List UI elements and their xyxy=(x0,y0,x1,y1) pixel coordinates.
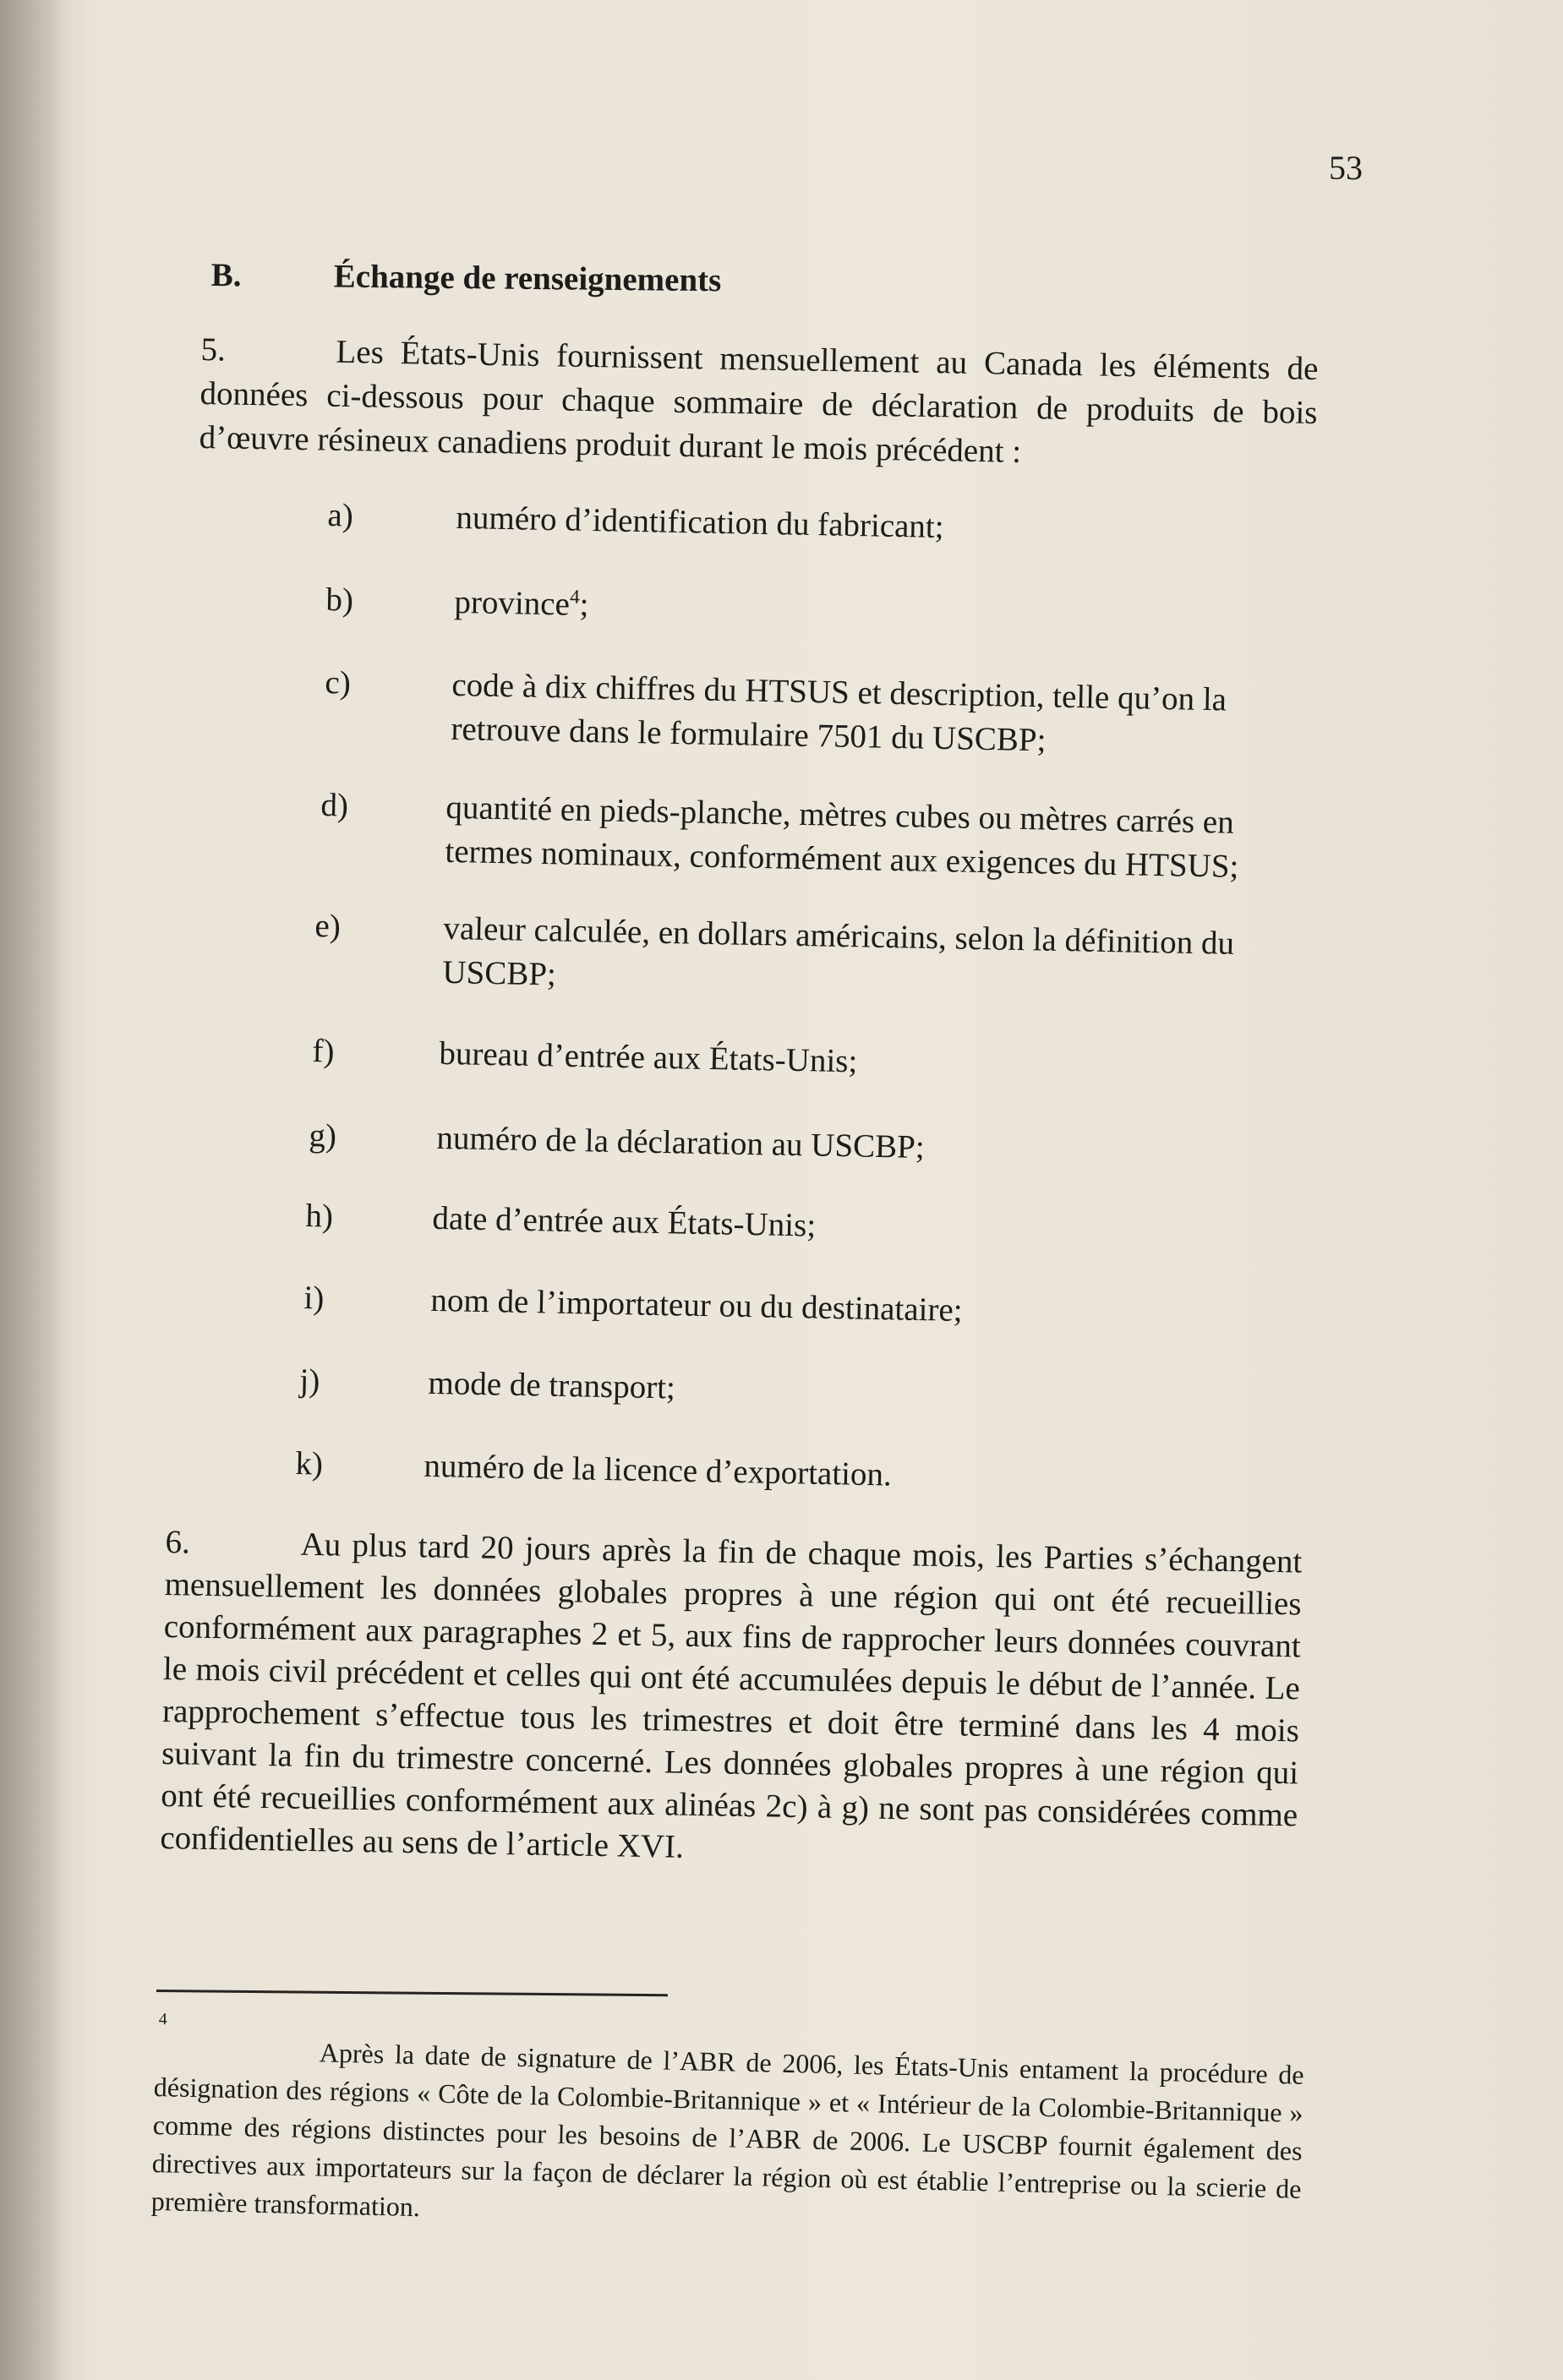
list-item-text: numéro de la licence d’exportation. xyxy=(424,1447,893,1493)
list-item-text: nom de l’importateur ou du destinataire; xyxy=(430,1281,964,1329)
list-item-label: a) xyxy=(327,496,354,534)
paragraph-number: 6. xyxy=(165,1523,191,1561)
list-item-label: k) xyxy=(295,1444,324,1482)
footnote xyxy=(150,2008,1304,2246)
paragraph-6 xyxy=(160,1521,1303,1879)
paragraph-text: Les États-Unis fournissent mensuellement au Canada les éléments de données ci-dessous pour chaque sommaire de déclaration de produits de bois d’œuvre résineux canadiens produit durant le mois précédent : xyxy=(199,333,1319,470)
list-item-label: b) xyxy=(325,581,354,619)
list-item-text: code à dix chiffres du HTSUS et description, telle qu’on la retrouve dans le formulaire 7501 du USCBP; xyxy=(451,666,1227,759)
section-heading xyxy=(211,256,722,299)
list-item-text: bureau d’entrée aux États-Unis; xyxy=(439,1034,858,1080)
list-item-text: numéro de la déclaration au USCBP; xyxy=(436,1119,926,1165)
list-item-text: date d’entrée aux États-Unis; xyxy=(432,1199,817,1244)
list-item-suffix: ; xyxy=(579,586,589,623)
list-item-text: province xyxy=(454,583,571,623)
book-gutter-shadow xyxy=(0,0,66,2380)
list-item-text: valeur calculée, en dollars américains, selon la définition du USCBP; xyxy=(442,909,1235,993)
list-item-label: h) xyxy=(305,1197,334,1235)
footnote-reference: 4 xyxy=(569,586,581,609)
list-item-label: c) xyxy=(325,663,352,701)
section-letter: B. xyxy=(210,256,242,294)
footnote-mark: 4 xyxy=(158,2010,167,2029)
footnote-separator xyxy=(156,1990,668,1996)
list-item-label: i) xyxy=(303,1279,325,1317)
paragraph-number: 5. xyxy=(200,330,227,368)
paragraph-text: Au plus tard 20 jours après la fin de chaque mois, les Parties s’échangent mensuellement les données globales propres à une région qui ont été recueillies conformément aux paragraphes 2 et 5, aux fins de rapprocher leurs données couvrant le mois civil précédent et celles qui ont été accumulées depuis le début de l’année. Le rapprochement s’effectue tous les trimestres et doit être terminé dans les 4 mois suivant la fin du trimestre concerné. Les données globales propres à une région qui ont été recueillies conformément aux alinéas 2c) à g) ne sont pas considérées comme confidentielles au sens de l’article XVI. xyxy=(160,1526,1303,1865)
list-item-label: g) xyxy=(309,1116,337,1155)
list-item-label: f) xyxy=(312,1032,335,1070)
list-item-text: quantité en pieds-planche, mètres cubes ou mètres carrés en termes nominaux, conformément aux exigences du HTSUS; xyxy=(445,789,1239,885)
paragraph-5 xyxy=(199,328,1319,479)
list-item-label: e) xyxy=(314,907,342,945)
list-item-label: j) xyxy=(299,1362,320,1400)
list-item-text: mode de transport; xyxy=(428,1364,676,1406)
footnote-text: Après la date de signature de l’ABR de 2006, les États-Unis entament la procédure de désignation des régions « Côte de la Colombie-Britannique » et « Intérieur de la Colombie-Britannique » comme des régions distinctes pour les besoins de l’ABR de 2006. Le USCBP fournit également des directives aux importateurs sur la façon de déclarer la région où est établie l’entreprise ou la scierie de première transformation. xyxy=(150,2037,1304,2223)
section-title: Échange de renseignements xyxy=(333,258,722,299)
list-item-text: numéro d’identification du fabricant; xyxy=(456,499,945,545)
page-number: 53 xyxy=(1329,149,1363,187)
list-item-label: d) xyxy=(320,786,349,824)
